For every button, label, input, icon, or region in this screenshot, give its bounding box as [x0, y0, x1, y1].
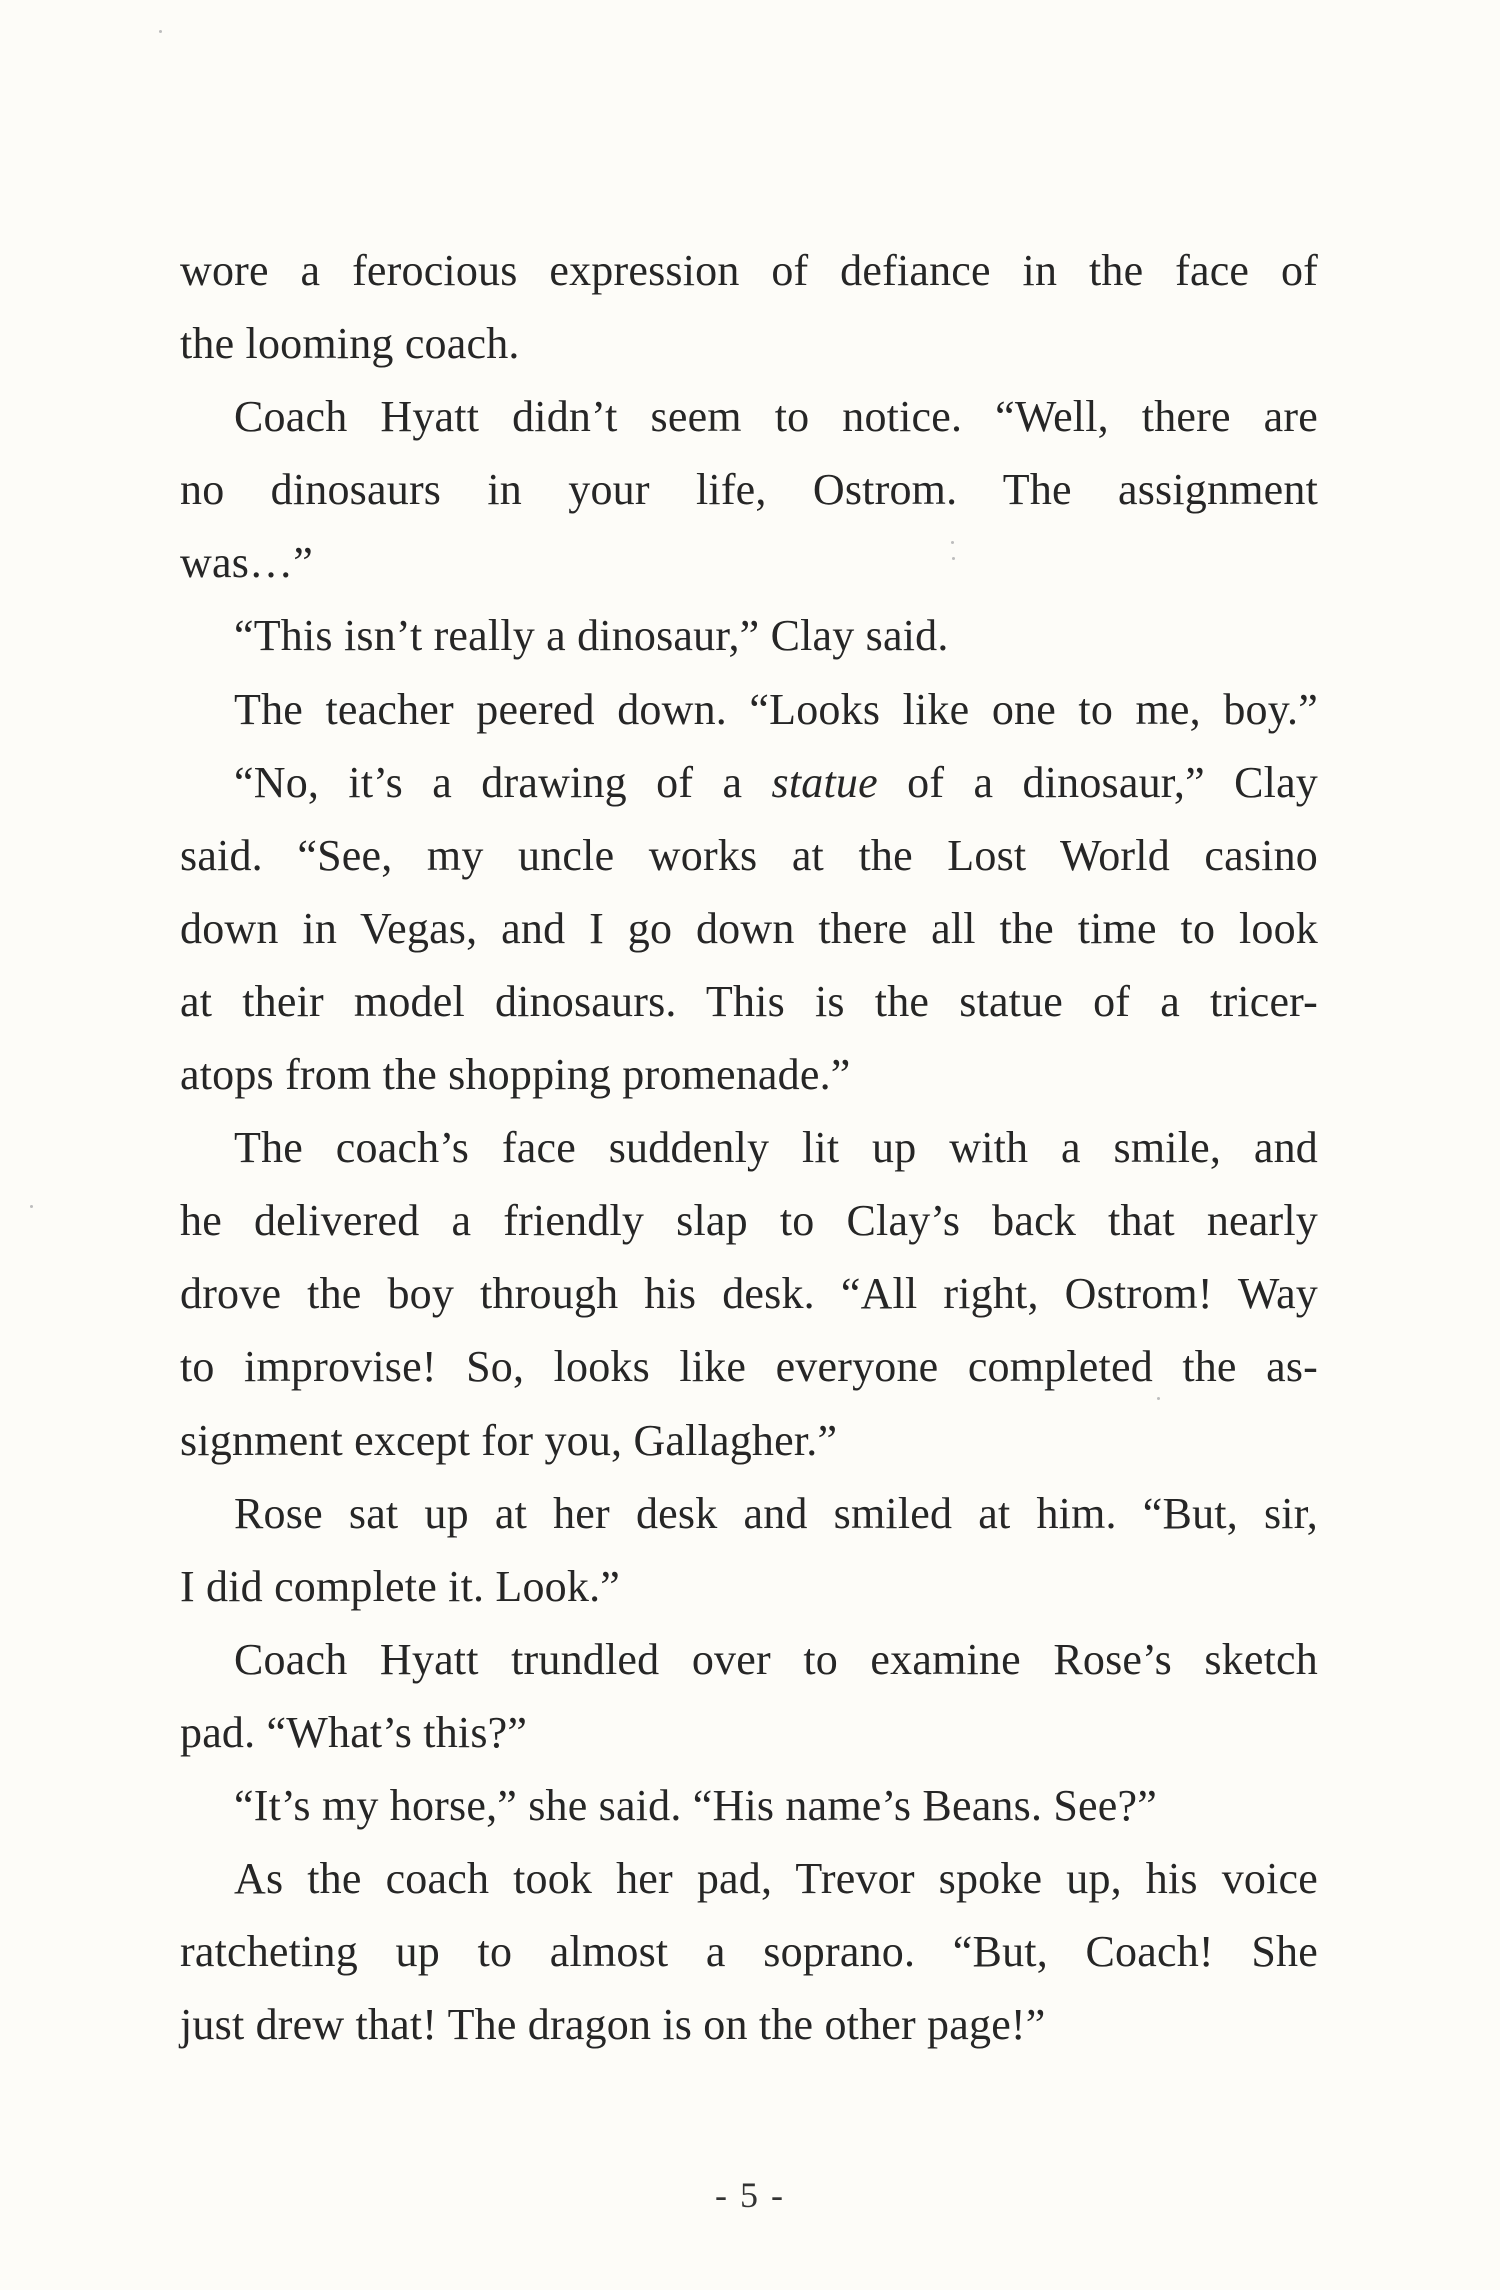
text-line: Coach Hyatt didn’t seem to notice. “Well, there are	[234, 392, 1318, 442]
text-segment: of a dinosaur,” Clay	[877, 757, 1319, 807]
text-line: The coach’s face suddenly lit up with a smile, and	[234, 1123, 1318, 1173]
text-line: “This isn’t really a dinosaur,” Clay said.	[234, 611, 949, 661]
scan-speck	[30, 1205, 33, 1208]
text-line: “It’s my horse,” she said. “His name’s Beans. See?”	[234, 1780, 1157, 1830]
text-line: was…”	[180, 538, 313, 588]
scan-speck	[159, 30, 162, 33]
text-line: no dinosaurs in your life, Ostrom. The assignment	[180, 465, 1318, 515]
text-line: Coach Hyatt trundled over to examine Rose’s sketch	[234, 1634, 1318, 1684]
scan-speck	[1157, 1397, 1160, 1400]
italic-text: statue	[771, 757, 878, 807]
text-line: As the coach took her pad, Trevor spoke up, his voice	[234, 1854, 1318, 1904]
text-line: ratcheting up to almost a soprano. “But, Coach! She	[180, 1927, 1318, 1977]
text-line: down in Vegas, and I go down there all the time to look	[180, 903, 1318, 953]
text-line: signment except for you, Gallagher.”	[180, 1415, 838, 1465]
text-line: he delivered a friendly slap to Clay’s back that nearly	[180, 1196, 1318, 1246]
text-line: I did complete it. Look.”	[180, 1561, 620, 1611]
text-line: atops from the shopping promenade.”	[180, 1050, 851, 1100]
text-line: said. “See, my uncle works at the Lost World casino	[180, 830, 1318, 880]
scan-speck	[952, 557, 955, 560]
page-number: - 5 -	[715, 2175, 785, 2215]
text-line: at their model dinosaurs. This is the statue of a tricer-	[180, 976, 1318, 1026]
text-line: just drew that! The dragon is on the other page!”	[180, 2000, 1046, 2050]
text-line	[180, 746, 1318, 819]
text-line: to improvise! So, looks like everyone completed the as-	[180, 1342, 1318, 1392]
text-line: wore a ferocious expression of defiance in the face of	[180, 246, 1318, 295]
text-line: drove the boy through his desk. “All right, Ostrom! Way	[180, 1269, 1318, 1319]
body-text	[180, 234, 1318, 2061]
text-line: Rose sat up at her desk and smiled at him. “But, sir,	[234, 1488, 1318, 1538]
scan-speck	[951, 541, 954, 544]
text-line: the looming coach.	[180, 319, 520, 369]
text-segment: “No, it’s a drawing of a	[234, 757, 772, 807]
text-line: pad. “What’s this?”	[180, 1707, 528, 1757]
text-line: The teacher peered down. “Looks like one to me, boy.”	[234, 684, 1318, 734]
